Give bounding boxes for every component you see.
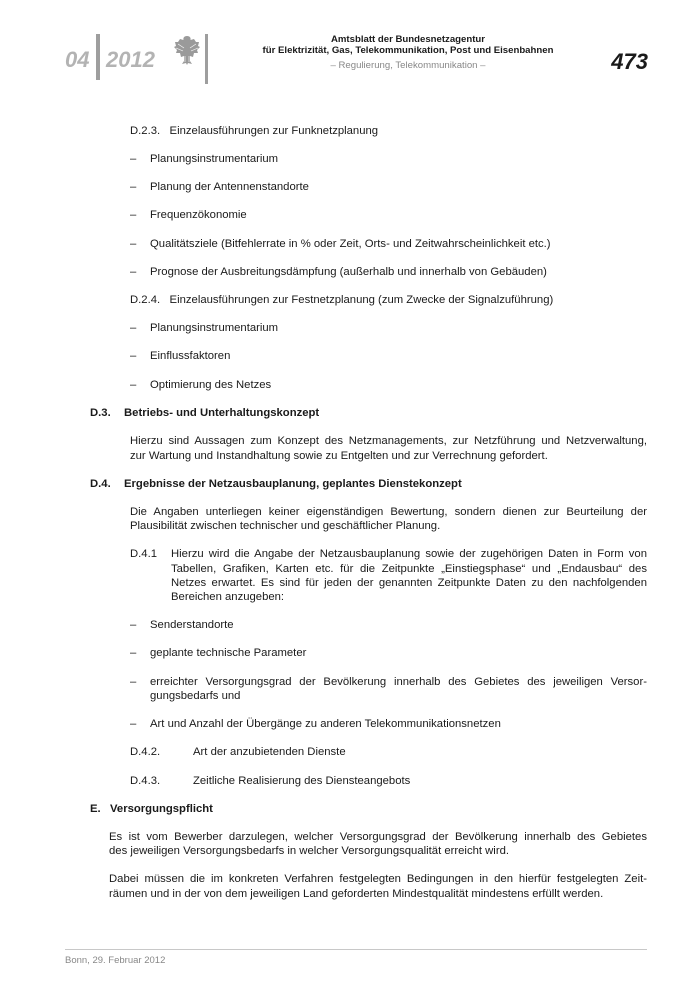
issue-number: 04 bbox=[65, 47, 90, 72]
paragraph-line: Tabellen, Grafiken, Karten etc. für die Zeitpunkte „Einstiegsphase“ und „Endausbau“ des bbox=[171, 563, 647, 575]
list-dash: – bbox=[130, 209, 137, 221]
footer-place-date: Bonn, 29. Februar 2012 bbox=[65, 955, 166, 966]
paragraph-line: Es ist vom Bewerber darzulegen, welcher Versorgungsgrad der Bevölkerung innerhalb des Gebietes bbox=[109, 831, 647, 843]
paragraph-line: Die Angaben unterliegen keiner eigenständigen Bewertung, sondern dienen zur Beurteilung der bbox=[130, 506, 647, 518]
section-number-d3: D.3. bbox=[90, 407, 111, 419]
page-header bbox=[0, 0, 700, 90]
list-dash: – bbox=[130, 676, 137, 688]
section-title-d3: Betriebs- und Unterhaltungskonzept bbox=[124, 407, 320, 419]
section-number-e: E. bbox=[90, 803, 101, 815]
gazette-subtitle: – Regulierung, Telekommunikation – bbox=[330, 60, 486, 71]
list-dash: – bbox=[130, 238, 137, 250]
list-item: Optimierung des Netzes bbox=[150, 379, 272, 391]
subsection-number-d43: D.4.3. bbox=[130, 775, 161, 787]
header-divider-right bbox=[205, 34, 208, 84]
list-dash: – bbox=[130, 350, 137, 362]
subsection-text-d43: Zeitliche Realisierung des Diensteangebots bbox=[193, 775, 411, 787]
list-item: Einflussfaktoren bbox=[150, 350, 231, 362]
list-dash: – bbox=[130, 379, 137, 391]
section-title-d4: Ergebnisse der Netzausbauplanung, geplantes Dienstekonzept bbox=[124, 478, 462, 490]
list-item: erreichter Versorgungsgrad der Bevölkerung innerhalb des Gebietes des jeweiligen Versor- bbox=[150, 676, 647, 688]
list-dash: – bbox=[130, 266, 137, 278]
list-dash: – bbox=[130, 322, 137, 334]
list-dash: – bbox=[130, 718, 137, 730]
paragraph-line: Netzes erwartet. Es sind für jeden der genannten Zeitpunkte Daten zu den nachfolgenden bbox=[171, 577, 647, 589]
list-item: Qualitätsziele (Bitfehlerrate in % oder Zeit, Orts- und Zeitwahrscheinlichkeit etc.) bbox=[150, 238, 551, 250]
subsection-number-d42: D.4.2. bbox=[130, 746, 161, 758]
list-item: Senderstandorte bbox=[150, 619, 234, 631]
header-divider bbox=[96, 34, 100, 80]
issue-year: 2012 bbox=[106, 47, 155, 72]
footer-rule bbox=[65, 949, 647, 950]
list-item: geplante technische Parameter bbox=[150, 647, 307, 659]
paragraph-line: des jeweiligen Versorgungsbedarfs in welcher Versorgungsqualität erreicht wird. bbox=[109, 845, 510, 857]
paragraph-line: Hierzu wird die Angabe der Netzausbauplanung sowie der zugehörigen Daten in Form von bbox=[171, 548, 647, 560]
paragraph-line: räumen und in der von dem jeweiligen Land geforderten Mindestqualität mindestens erfüllt werden. bbox=[109, 888, 604, 900]
paragraph-line: Bereichen anzugeben: bbox=[171, 591, 285, 603]
list-dash: – bbox=[130, 181, 137, 193]
list-dash: – bbox=[130, 647, 137, 659]
subsection-number-d41: D.4.1 bbox=[130, 548, 158, 560]
list-item: Art und Anzahl der Übergänge zu anderen Telekommunikationsnetzen bbox=[150, 718, 501, 730]
federal-eagle-icon bbox=[172, 34, 202, 66]
paragraph-line: Plausibilität zwischen technischer und geschäftlicher Planung. bbox=[130, 520, 441, 532]
gazette-title-line2: für Elektrizität, Gas, Telekommunikation, Post und Eisenbahnen bbox=[262, 45, 554, 56]
section-heading-d24: D.2.4. Einzelausführungen zur Festnetzplanung (zum Zwecke der Signalzuführung) bbox=[130, 294, 554, 306]
list-dash: – bbox=[130, 619, 137, 631]
subsection-text-d42: Art der anzubietenden Dienste bbox=[193, 746, 346, 758]
section-heading-d23: D.2.3. Einzelausführungen zur Funknetzplanung bbox=[130, 125, 379, 137]
list-item: Frequenzökonomie bbox=[150, 209, 247, 221]
section-title-e: Versorgungspflicht bbox=[110, 803, 213, 815]
page-number: 473 bbox=[611, 49, 648, 74]
list-item: Planung der Antennenstandorte bbox=[150, 181, 309, 193]
paragraph-line: zur Wartung und Instandhaltung sowie zu Entgelten und zur Verrechnung gefordert. bbox=[130, 450, 548, 462]
list-item-continuation: gungsbedarfs und bbox=[150, 690, 241, 702]
list-item: Planungsinstrumentarium bbox=[150, 153, 279, 165]
list-item: Prognose der Ausbreitungsdämpfung (außerhalb und innerhalb von Gebäuden) bbox=[150, 266, 547, 278]
section-number-d4: D.4. bbox=[90, 478, 111, 490]
list-dash: – bbox=[130, 153, 137, 165]
paragraph-line: Hierzu sind Aussagen zum Konzept des Netzmanagements, zur Netzführung und Netzverwaltung, bbox=[130, 435, 647, 447]
list-item: Planungsinstrumentarium bbox=[150, 322, 279, 334]
paragraph-line: Dabei müssen die im konkreten Verfahren festgelegten Bedingungen in den hierfür festgelegten Zeit- bbox=[109, 873, 647, 885]
gazette-title-line1: Amtsblatt der Bundesnetzagentur bbox=[330, 34, 486, 45]
